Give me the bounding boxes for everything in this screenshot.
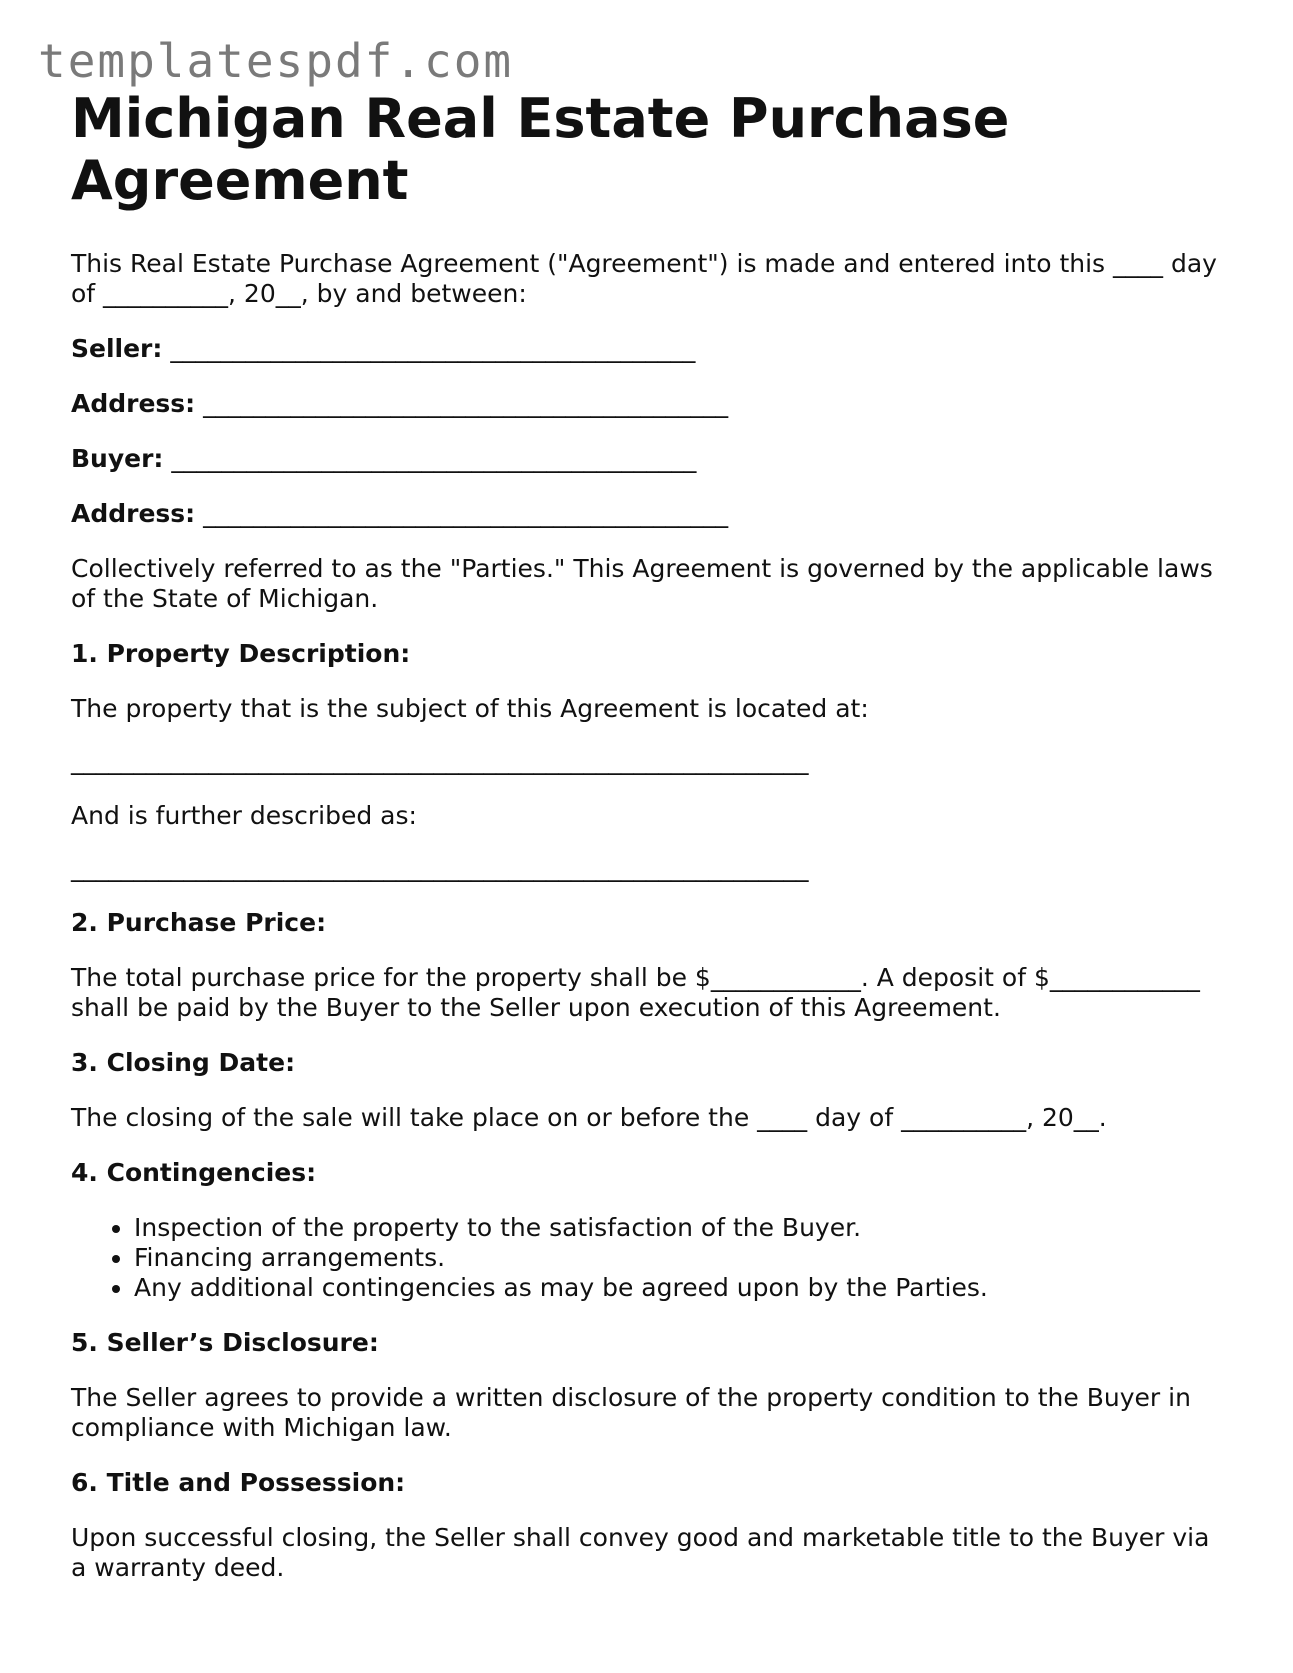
title-possession-text: Upon successful closing, the Seller shall convey good and marketable title to the Buyer via a warranty deed. (71, 1523, 1210, 1582)
seller-address-field (71, 389, 1231, 419)
section-heading-title-possession: 6. Title and Possession: (71, 1468, 406, 1497)
buyer-blank: __________________________________________ (171, 444, 697, 473)
closing-date-text: The closing of the sale will take place on or before the ____ day of __________, 20__. (71, 1103, 1107, 1132)
property-location-blank: ___________________________________________________________ (71, 746, 809, 775)
seller-address-blank: __________________________________________ (203, 389, 729, 418)
document-body (71, 88, 1231, 1583)
buyer-address-field (71, 499, 1231, 529)
parties-paragraph: Collectively referred to as the "Parties." This Agreement is governed by the applicable laws of the State of Michigan. (71, 554, 1213, 613)
list-item: • Any additional contingencies as may be agreed upon by the Parties. (134, 1273, 1231, 1303)
property-description-blank: ___________________________________________________________ (71, 853, 809, 882)
property-description-text: And is further described as: (71, 801, 417, 830)
section-heading-price: 2. Purchase Price: (71, 908, 327, 937)
contingencies-list (71, 1213, 1231, 1303)
buyer-label: Buyer: (71, 444, 164, 473)
section-heading-disclosure: 5. Seller’s Disclosure: (71, 1328, 379, 1357)
section-heading-closing: 3. Closing Date: (71, 1048, 296, 1077)
seller-blank: __________________________________________ (170, 334, 696, 363)
section-heading-contingencies: 4. Contingencies: (71, 1158, 317, 1187)
list-item: • Financing arrangements. (134, 1243, 1231, 1273)
buyer-field (71, 444, 1231, 474)
disclosure-text: The Seller agrees to provide a written disclosure of the property condition to the Buyer in compliance with Michigan law. (71, 1383, 1191, 1442)
intro-paragraph: This Real Estate Purchase Agreement ("Agreement") is made and entered into this ____ day of __________, 20__, by and between: (71, 249, 1217, 308)
buyer-address-blank: __________________________________________ (203, 499, 729, 528)
section-heading-property: 1. Property Description: (71, 639, 411, 668)
property-location-text: The property that is the subject of this Agreement is located at: (71, 694, 869, 723)
buyer-address-label: Address: (71, 499, 196, 528)
seller-address-label: Address: (71, 389, 196, 418)
seller-field (71, 334, 1231, 364)
list-item: • Inspection of the property to the satisfaction of the Buyer. (134, 1213, 1231, 1243)
seller-label: Seller: (71, 334, 163, 363)
document-title: Michigan Real Estate Purchase Agreement (71, 87, 1010, 212)
watermark: templatespdf.com (38, 34, 514, 88)
purchase-price-text: The total purchase price for the property shall be $____________. A deposit of $____________ shall be paid by the Buyer to the Seller upon execution of this Agreement. (71, 963, 1200, 1022)
